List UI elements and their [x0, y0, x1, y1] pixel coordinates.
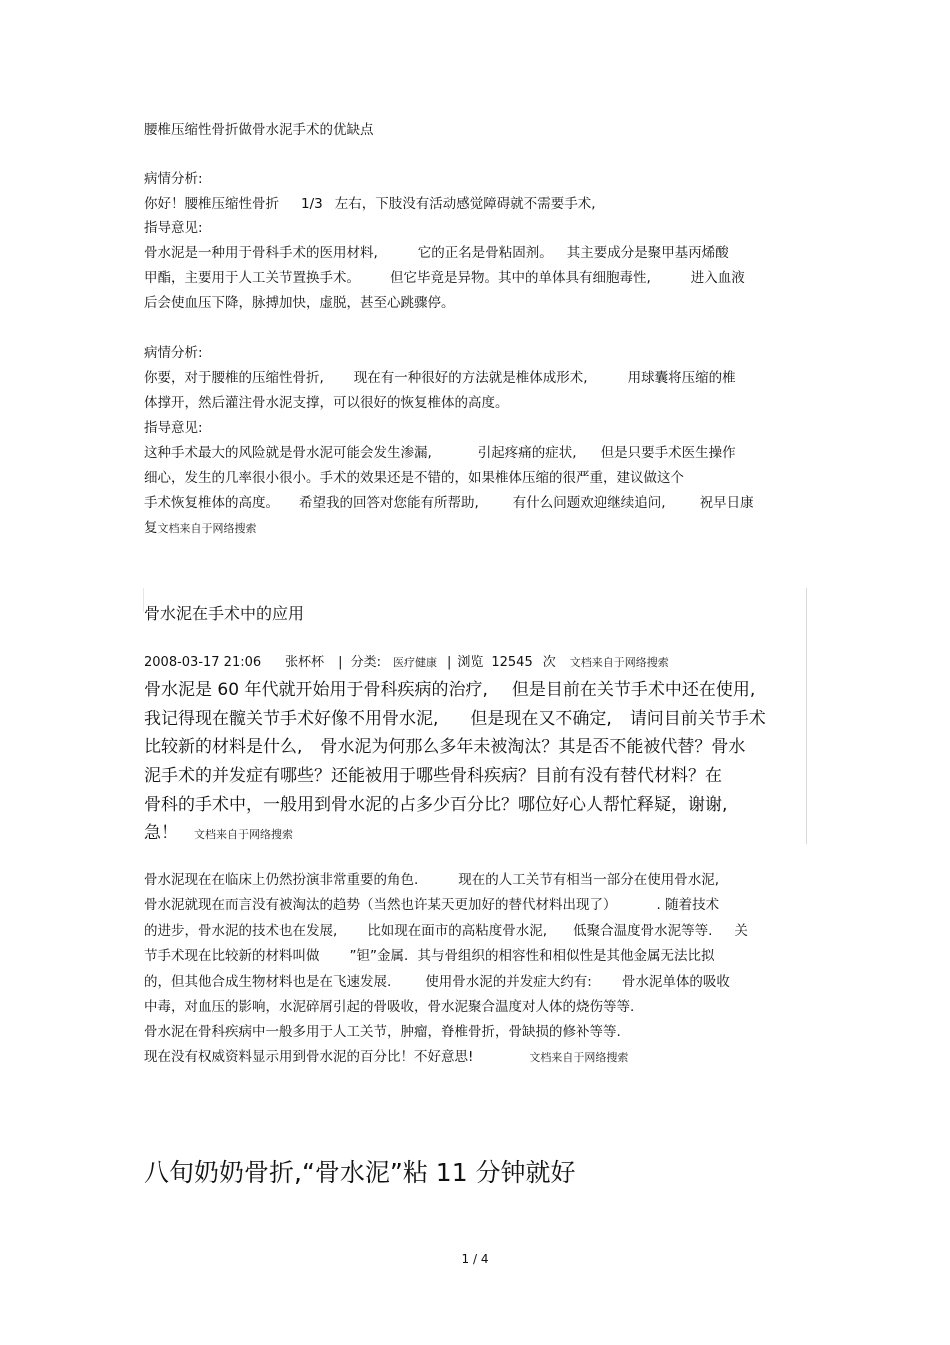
label-advice-1: 指导意见: — [144, 220, 203, 236]
post-views: 12545 — [491, 655, 533, 670]
question-line: 我记得现在髋关节手术好像不用骨水泥, 但是现在又不确定, 请问目前关节手术 — [144, 709, 766, 729]
answer-line: 骨水泥就现在而言没有被淘汰的趋势（当然也许某天更加好的替代材料出现了） . 随着技术 — [144, 897, 720, 913]
advice-2-line: 这种手术最大的风险就是骨水泥可能会发生渗漏, 引起疼痛的症状, 但是只要手术医生操作 — [144, 445, 736, 461]
answer-line: 骨水泥在骨科疾病中一般多用于人工关节，肿瘤，脊椎骨折，骨缺损的修补等等. — [144, 1024, 621, 1040]
answer-last-line: 现在没有权威资料显示用到骨水泥的百分比！不好意思! 文档来自于网络搜索 — [144, 1049, 629, 1065]
article-heading: 八旬奶奶骨折,“骨水泥”粘 11 分钟就好 — [144, 1158, 576, 1187]
doc-title: 腰椎压缩性骨折做骨水泥手术的优缺点 — [144, 122, 374, 138]
divider — [806, 588, 807, 844]
advice-1-line: 骨水泥是一种用于骨科手术的医用材料, 它的正名是骨粘固剂。 其主要成分是聚甲基丙烯酸 — [144, 245, 729, 261]
question-line: 骨水泥是 60 年代就开始用于骨科疾病的治疗, 但是目前在关节手术中还在使用, — [144, 680, 756, 700]
answer-line: 的进步，骨水泥的技术也在发展, 比如现在面市的高粘度骨水泥, 低聚合温度骨水泥等等. 关 — [144, 923, 748, 939]
advice-1-line: 后会使血压下降，脉搏加快，虚脱，甚至心跳骤停。 — [144, 295, 455, 311]
post-author: 张杯杯 — [285, 655, 325, 670]
label-analysis-2: 病情分析: — [144, 345, 203, 361]
analysis-1-line: 你好！腰椎压缩性骨折 1/3 左右，下肢没有活动感觉障碍就不需要手术, — [144, 196, 596, 212]
question-line: 比较新的材料是什么, 骨水泥为何那么多年未被淘汰？其是否不能被代替？骨水 — [144, 737, 746, 757]
answer-line: 中毒，对血压的影响，水泥碎屑引起的骨吸收，骨水泥聚合温度对人体的烧伤等等. — [144, 999, 635, 1015]
advice-2-last-line: 复文档来自于网络搜索 — [144, 520, 257, 536]
post-meta: 2008-03-17 21:06 张杯杯 | 分类: 医疗健康 | 浏览 12545 次 文档来自于网络搜索 — [144, 655, 669, 670]
answer-line: 的，但其他合成生物材料也是在飞速发展. 使用骨水泥的并发症大约有: 骨水泥单体的吸收 — [144, 974, 730, 990]
answer-line: 骨水泥现在在临床上仍然扮演非常重要的角色. 现在的人工关节有相当一部分在使用骨水泥, — [144, 872, 720, 888]
question-line: 骨科的手术中，一般用到骨水泥的占多少百分比？哪位好心人帮忙释疑，谢谢, — [144, 795, 728, 815]
source-note: 文档来自于网络搜索 — [529, 1051, 629, 1064]
answer-line: 节手术现在比较新的材料叫做 ”钽”金属．其与骨组织的相容性和相似性是其他金属无法比拟 — [144, 948, 715, 964]
post-datetime: 2008-03-17 21:06 — [144, 655, 262, 670]
source-note: 文档来自于网络搜索 — [157, 522, 257, 535]
advice-1-line: 甲酯，主要用于人工关节置换手术。 但它毕竟是异物。其中的单体具有细胞毒性, 进入血液 — [144, 270, 745, 286]
analysis-2-line: 你要，对于腰椎的压缩性骨折, 现在有一种很好的方法就是椎体成形术, 用球囊将压缩的椎 — [144, 370, 736, 386]
source-note: 文档来自于网络搜索 — [194, 828, 293, 841]
label-analysis-1: 病情分析: — [144, 171, 203, 187]
analysis-2-line: 体撑开，然后灌注骨水泥支撑，可以很好的恢复椎体的高度。 — [144, 395, 509, 411]
post-title: 骨水泥在手术中的应用 — [144, 604, 305, 623]
advice-2-line: 手术恢复椎体的高度。 希望我的回答对您能有所帮助, 有什么问题欢迎继续追问, 祝早日康 — [144, 495, 754, 511]
question-last-line: 急！ 文档来自于网络搜索 — [144, 823, 293, 843]
question-line: 泥手术的并发症有哪些？还能被用于哪些骨科疾病？目前有没有替代材料？在 — [144, 766, 722, 786]
label-advice-2: 指导意见: — [144, 420, 203, 436]
page-number: 1 / 4 — [461, 1252, 489, 1266]
advice-2-line: 细心，发生的几率很小很小。手术的效果还是不错的，如果椎体压缩的很严重，建议做这个 — [144, 470, 684, 486]
post-category: 医疗健康 — [392, 656, 437, 669]
source-note: 文档来自于网络搜索 — [569, 656, 669, 669]
